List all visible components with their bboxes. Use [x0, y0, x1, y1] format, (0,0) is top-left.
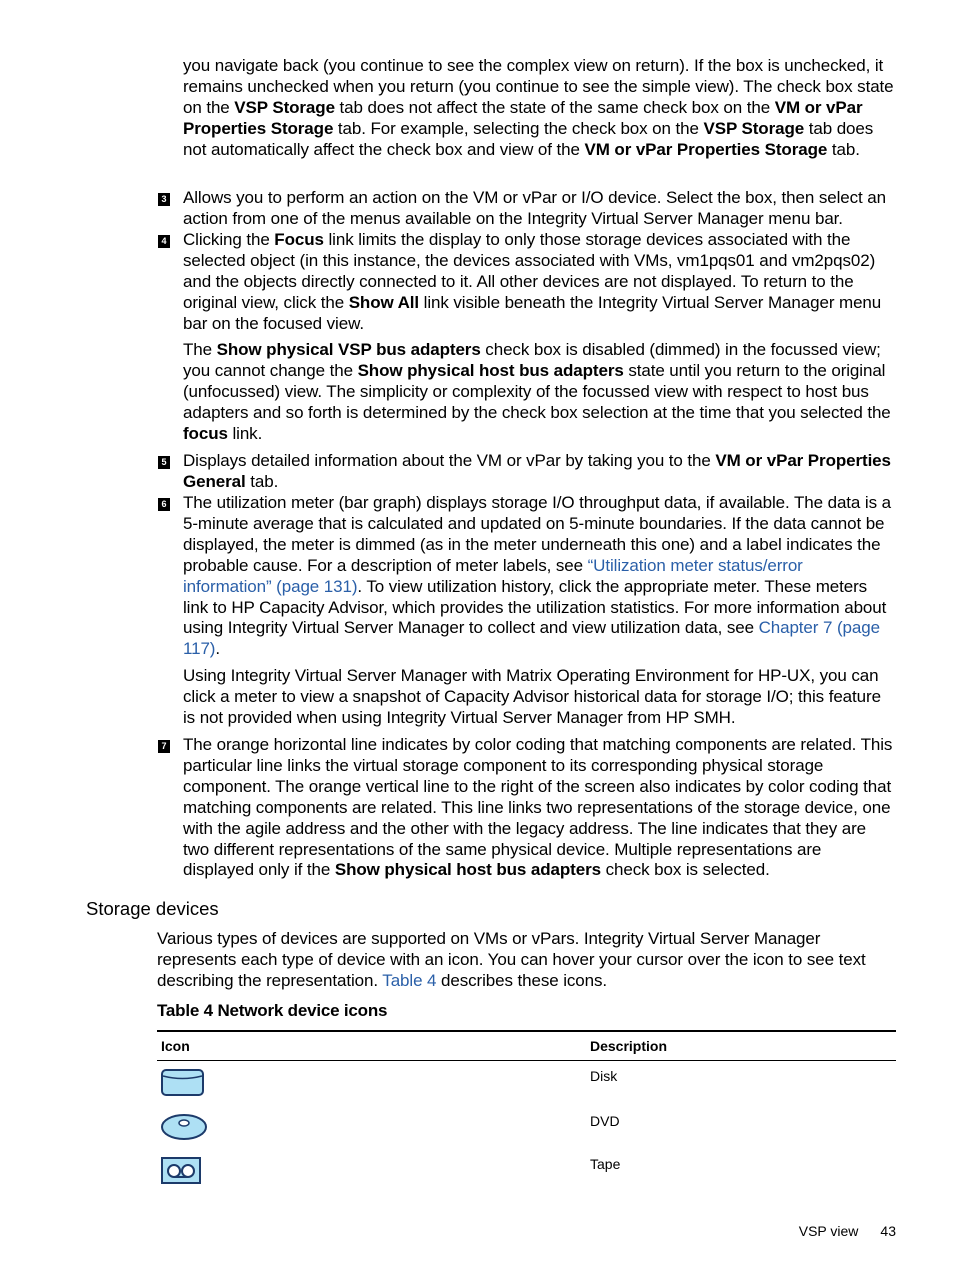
callout-5-text: Displays detailed information about the VM or vPar by taking you to the VM or vPar Properties General tab. [183, 451, 891, 491]
callout-6: 6 [158, 498, 170, 511]
table-top-rule [157, 1030, 896, 1032]
callout-5: 5 [158, 456, 170, 469]
disk-icon [161, 1068, 205, 1103]
section-intro: Various types of devices are supported on VMs or vPars. Integrity Virtual Server Manager represents each type of device with an icon. You can hover your cursor over the icon to see text describing the representation. Table 4 describes these icons. [157, 929, 866, 990]
table-header-description: Description [590, 1038, 668, 1054]
page-number: 43 [880, 1223, 896, 1239]
callout-4-note: The Show physical VSP bus adapters check box is disabled (dimmed) in the focussed view; you cannot change the Show physical host bus adapters state until you return to the original (unfocussed) view. The simplicity or complexity of the focussed view with respect to host bus adapters and so forth is determined by the check box selection at the time that you selected the focus link. [183, 340, 891, 443]
link-table-4[interactable]: Table 4 [382, 970, 437, 990]
callout-7-text: The orange horizontal line indicates by color coding that matching components are related. This particular line links the virtual storage component to its corresponding physical storage component. The orange vertical line to the right of the screen also indicates by color coding that matching components are related. This line links two representations of the storage device, one with the agile address and the other with the legacy address. The line indicates that they are two different representations of the same physical device. Multiple representations are displayed only if the Show physical host bus adapters check box is selected. [183, 735, 893, 880]
callout-3-text: Allows you to perform an action on the VM or vPar or I/O device. Select the box, then select an action from one of the menus available on the Integrity Virtual Server Manager menu bar. [183, 188, 886, 228]
table-row-dvd-description: DVD [590, 1113, 620, 1129]
callout-6-text: The utilization meter (bar graph) displays storage I/O throughput data, if available. The data is a 5-minute average that is calculated and updated on 5-minute boundaries. If the data cannot be displayed, the meter is dimmed (as in the meter underneath this one) and a label indicates the probable cause. For a description of meter labels, see “Utilization meter status/error information” (page 131). To view utilization history, click the appropriate meter. These meters link to HP Capacity Advisor, which provides the utilization statistics. For more information about using Integrity Virtual Server Manager to collect and view utilization data, see Chapter 7 (page 117). [183, 493, 891, 659]
table-header-rule [157, 1060, 896, 1061]
callout-7: 7 [158, 740, 170, 753]
callout-4-text: Clicking the Focus link limits the display to only those storage devices associated with the selected object (in this instance, the devices associated with VMs, vm1pqs01 and vm2pqs02) and the objects directly connected to it. All other devices are not displayed. To return to the original view, click the Show All link visible beneath the Integrity Virtual Server Manager menu bar on the focused view. [183, 230, 882, 333]
page-footer [799, 1222, 896, 1240]
table-header-icon: Icon [161, 1038, 190, 1054]
callout-6-note: Using Integrity Virtual Server Manager with Matrix Operating Environment for HP-UX, you can click a meter to view a snapshot of Capacity Advisor historical data for storage I/O; this feature is not provided when using Integrity Virtual Server Manager from HP SMH. [183, 666, 881, 727]
table-caption: Table 4 Network device icons [157, 1001, 388, 1020]
table-row-disk-description: Disk [590, 1068, 618, 1084]
table-row-tape-description: Tape [590, 1156, 621, 1172]
paragraph-continuation: you navigate back (you continue to see the complex view on return). If the box is unchecked, it remains unchecked when you return (you continue to see the simple view). The check box state on the VSP Storage tab does not affect the state of the same check box on the VM or vPar Properties Storage tab. For example, selecting the check box on the VSP Storage tab does not automatically affect the check box and view of the VM or vPar Properties Storage tab. [183, 56, 894, 159]
tape-icon [161, 1157, 203, 1190]
dvd-icon [161, 1113, 209, 1146]
section-heading: Storage devices [86, 898, 219, 919]
link-chapter-7[interactable]: Chapter 7 (page 117) [183, 618, 880, 659]
callout-4: 4 [158, 235, 170, 248]
footer-section-name: VSP view [798, 1223, 859, 1239]
link-utilization-meter-status[interactable]: “Utilization meter status/error information” (page 131) [183, 555, 803, 596]
callout-3: 3 [158, 193, 170, 206]
